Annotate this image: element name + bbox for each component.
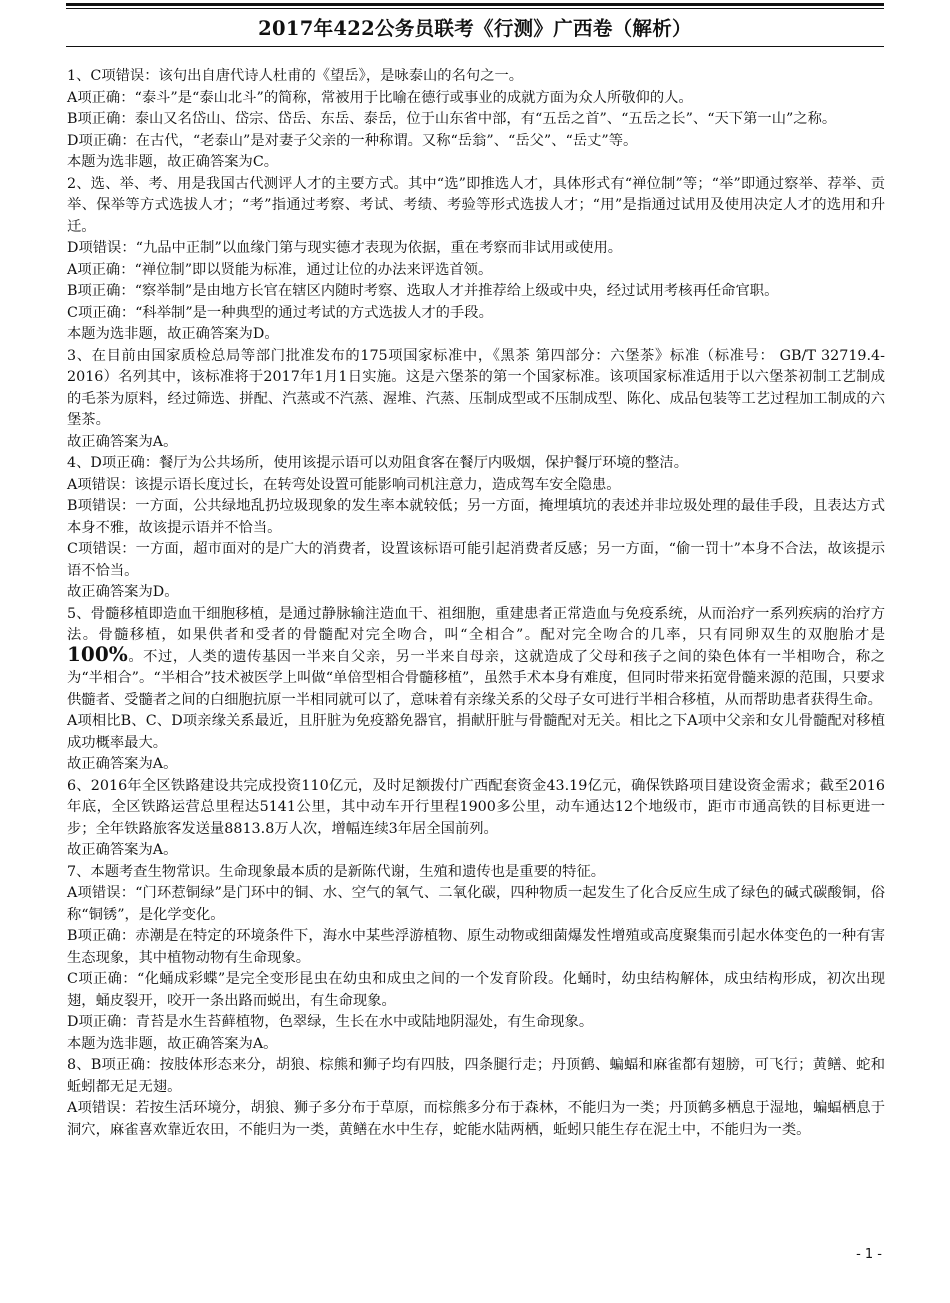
paragraph: D项错误：“九品中正制”以血缘门第与现实德才表现为依据，重在考察而非试用或使用。 bbox=[67, 240, 623, 256]
paragraph: 故正确答案为A。 bbox=[67, 756, 178, 772]
paragraph: A项正确：“泰斗”是“泰山北斗”的简称，常被用于比喻在德行或事业的成就方面为众人所敬仰的人。 bbox=[67, 89, 693, 106]
paragraph: D项正确：在古代，“老泰山”是对妻子父亲的一种称谓。又称“岳翁”、“岳父”、“岳丈”等。 bbox=[67, 132, 638, 149]
document-body bbox=[67, 66, 885, 1141]
paragraph: 故正确答案为A。 bbox=[67, 433, 178, 450]
header-rule-thick bbox=[66, 3, 884, 6]
paragraph: 本题为选非题，故正确答案为D。 bbox=[67, 326, 279, 342]
paragraph: 4、D项正确：餐厅为公共场所，使用该提示语可以劝阻食客在餐厅内吸烟，保护餐厅环境的整洁。 bbox=[67, 455, 689, 471]
paragraph: C项正确：“化蛹成彩蝶”是完全变形昆虫在幼虫和成虫之间的一个发育阶段。化蛹时，幼虫结构解体，成虫结构形成，初次出现翅，蛹皮裂开，咬开一条出路而蜕出，有生命现象。 bbox=[67, 971, 885, 1009]
paragraph: 3、在目前由国家质检总局等部门批准发布的175项国家标准中，《黑茶 第四部分：六堡茶》标准（标准号： GB/T 32719.4-2016）名列其中，该标准将于2017年1月1日实施。这是六堡茶的第一个国家标准。该项国家标准适用于以六堡茶初制工艺制成的毛茶为原料，经过筛选、拼配、汽蒸或不汽蒸、渥堆、汽蒸、压制成型或不压制成型、陈化、成品包装等工艺过程加工制成的六堡茶。 bbox=[67, 347, 885, 428]
paragraph: B项错误：一方面，公共绿地乱扔垃圾现象的发生率本就较低；另一方面，掩埋填坑的表述并非垃圾处理的最佳手段，且表达方式本身不雅，故该提示语并不恰当。 bbox=[67, 498, 885, 536]
paragraph: 本题为选非题，故正确答案为A。 bbox=[67, 1035, 278, 1052]
percent-highlight: 100% bbox=[67, 641, 128, 666]
paragraph: 故正确答案为D。 bbox=[67, 584, 179, 600]
paragraph: A项相比B、C、D项亲缘关系最近，且肝脏为免疫豁免器官，捐献肝脏与骨髓配对无关。相比之下A项中父亲和女儿骨髓配对移植成功概率最大。 bbox=[67, 713, 885, 751]
p5-text-after: 。不过，人类的遗传基因一半来自父亲，另一半来自母亲，这就造成了父母和孩子之间的染色体有一半相吻合，称之为“半相合”。“半相合”技术被医学上叫做“单倍型相合骨髓移植”，虽然手术本身有难度，但同时带来拓宽骨髓来源的范围，只要求供髓者、受髓者之间的白细胞抗原一半相同就可以了，意味着有亲缘关系的父母子女可进行半相合移植，从而帮助患者获得生命。 bbox=[67, 648, 885, 708]
paragraph: 7、本题考查生物常识。生命现象最本质的是新陈代谢，生殖和遗传也是重要的特征。 bbox=[67, 863, 606, 880]
paragraph: D项正确：青苔是水生苔藓植物，色翠绿，生长在水中或陆地阴湿处，有生命现象。 bbox=[67, 1014, 594, 1030]
paragraph: C项错误：一方面，超市面对的是广大的消费者，设置该标语可能引起消费者反感；另一方面，“偷一罚十”本身不合法，故该提示语不恰当。 bbox=[67, 541, 885, 579]
paragraph: 本题为选非题，故正确答案为C。 bbox=[67, 154, 279, 170]
paragraph-question-5 bbox=[67, 604, 885, 712]
paragraph: 6、2016年全区铁路建设共完成投资110亿元，及时足额拨付广西配套资金43.19亿元，确保铁路项目建设资金需求；截至2016年底，全区铁路运营总里程达5141公里，其中动车开行里程1900多公里，动车通达12个地级市，距市市通高铁的目标更进一步；全年铁路旅客发送量8813.8万人次，增幅连续3年居全国前列。 bbox=[67, 777, 885, 837]
paragraph: A项错误：“门环惹铜绿”是门环中的铜、水、空气的氧气、二氧化碳，四种物质一起发生了化合反应生成了绿色的碱式碳酸铜，俗称“铜锈”，是化学变化。 bbox=[67, 885, 885, 923]
paragraph: A项正确：“禅位制”即以贤能为标准，通过让位的办法来评选首领。 bbox=[67, 261, 493, 278]
title-rule bbox=[66, 46, 884, 47]
page-number: - 1 - bbox=[856, 1247, 882, 1262]
paragraph: B项正确：泰山又名岱山、岱宗、岱岳、东岳、泰岳，位于山东省中部，有“五岳之首”、“五岳之长”、“天下第一山”之称。 bbox=[67, 111, 837, 127]
paragraph: B项正确：赤潮是在特定的环境条件下，海水中某些浮游植物、原生动物或细菌爆发性增殖或高度聚集而引起水体变色的一种有害生态现象，其中植物动物有生命现象。 bbox=[67, 928, 885, 966]
p5-text-before: 5、骨髓移植即造血干细胞移植，是通过静脉输注造血干、祖细胞，重建患者正常造血与免疫系统，从而治疗一系列疾病的治疗方法。骨髓移植，如果供者和受者的骨髓配对完全吻合，叫“全相合”。配对完全吻合的几率，只有同卵双生的双胞胎才是 bbox=[67, 605, 885, 643]
paragraph: 8、B项正确：按肢体形态来分，胡狼、棕熊和狮子均有四肢，四条腿行走；丹顶鹤、蝙蝠和麻雀都有翅膀，可飞行；黄鳝、蛇和蚯蚓都无足无翅。 bbox=[67, 1057, 885, 1095]
paragraph: 1、C项错误：该句出自唐代诗人杜甫的《望岳》，是咏泰山的名句之一。 bbox=[67, 68, 524, 84]
paragraph: A项错误：若按生活环境分，胡狼、狮子多分布于草原，而棕熊多分布于森林，不能归为一类；丹顶鹤多栖息于湿地，蝙蝠栖息于洞穴，麻雀喜欢靠近农田，不能归为一类，黄鳝在水中生存，蛇能水陆两栖，蚯蚓只能生存在泥土中，不能归为一类。 bbox=[67, 1100, 885, 1138]
paragraph: 故正确答案为A。 bbox=[67, 842, 178, 858]
paragraph: A项错误：该提示语长度过长，在转弯处设置可能影响司机注意力，造成驾车安全隐患。 bbox=[67, 476, 621, 493]
page-title: 2017年422公务员联考《行测》广西卷（解析） bbox=[258, 17, 692, 40]
paragraph: C项正确：“科举制”是一种典型的通过考试的方式选拔人才的手段。 bbox=[67, 304, 493, 321]
header-rule-thin bbox=[66, 8, 884, 9]
paragraph: 2、选、举、考、用是我国古代测评人才的主要方式。其中“选”即推选人才，具体形式有“禅位制”等；“举”即通过察举、荐举、贡举、保举等方式选拔人才；“考”指通过考察、考试、考绩、考验等形式选拔人才；“用”是指通过试用及使用决定人才的选用和升迁。 bbox=[67, 175, 885, 235]
paragraph: B项正确：“察举制”是由地方长官在辖区内随时考察、选取人才并推荐给上级或中央，经过试用考核再任命官职。 bbox=[67, 283, 779, 299]
